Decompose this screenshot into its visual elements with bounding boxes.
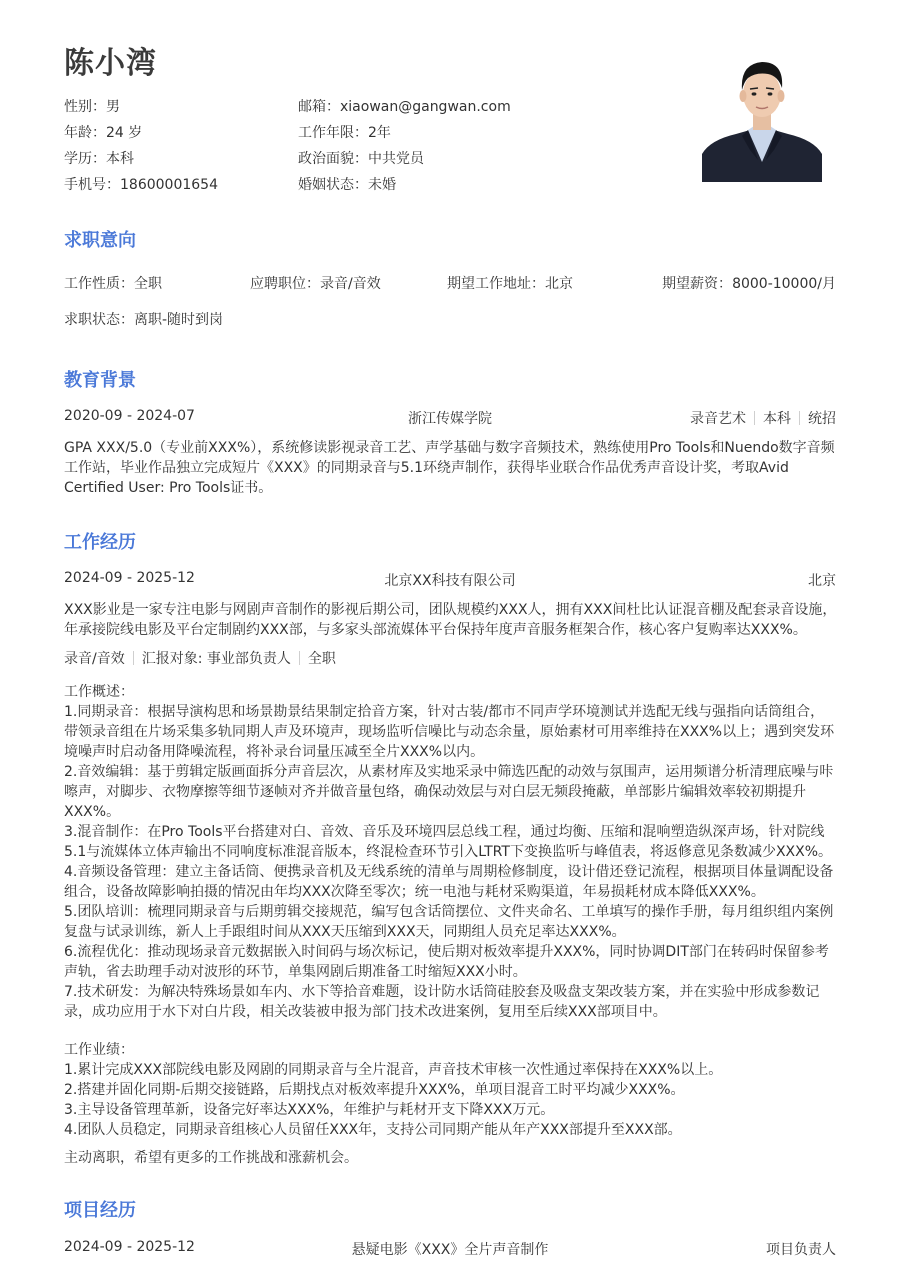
political-label: 政治面貌：	[298, 151, 368, 167]
job-nature-field	[64, 273, 162, 293]
education-level-field	[64, 148, 134, 168]
overview-line: 复盘与试录训练，新人上手跟组时间从XXX天压缩到XXX天，同期组人员充足率达XXX%。	[64, 924, 626, 940]
overview-line: 带领录音组在片场采集多轨同期人声及环境声，现场监听信噪比与动态余量，原始素材可用率维持在XXX%以上；遇到突发环	[64, 724, 835, 740]
years-label: 工作年限：	[298, 125, 368, 141]
work-overview	[64, 682, 836, 1022]
divider	[799, 411, 800, 425]
job-nature-value: 全职	[134, 276, 162, 292]
company-intro-line: XXX影业是一家专注电影与网剧声音制作的影视后期公司，团队规模约XXX人，拥有XXX间杜比认证混音棚及配套录音设施，	[64, 602, 837, 618]
project-name: 悬疑电影《XXX》全片声音制作	[351, 1242, 549, 1258]
work-overview-label: 工作概述：	[64, 684, 134, 700]
work-city: 北京	[808, 573, 836, 589]
position-field	[250, 273, 381, 293]
candidate-name: 陈小湾	[64, 46, 157, 81]
education-header	[64, 408, 836, 428]
divider	[133, 651, 134, 665]
portrait-image	[702, 50, 822, 182]
divider	[299, 651, 300, 665]
project-period: 2024-09 - 2025-12	[64, 1239, 195, 1255]
section-title-education: 教育背景	[64, 370, 136, 391]
work-achievements-label: 工作业绩：	[64, 1042, 134, 1058]
overview-line: 录，成功应用于水下对白片段，相关改装被申报为部门技术改进案例，复用至后续XXX部项目中。	[64, 1004, 667, 1020]
phone-value: 18600001654	[120, 177, 218, 193]
education-period: 2020-09 - 2024-07	[64, 408, 195, 424]
age-label: 年龄：	[64, 125, 106, 141]
education-level-label: 学历：	[64, 151, 106, 167]
work-achievements	[64, 1040, 836, 1140]
overview-line: 1.同期录音：根据导演构思和场景勘景结果制定拾音方案，针对古装/都市不同声学环境测试并选配无线与强指向话筒组合，	[64, 704, 825, 720]
project-header	[64, 1239, 836, 1259]
email-field	[298, 96, 511, 116]
work-period: 2024-09 - 2025-12	[64, 570, 195, 586]
age-value: 24 岁	[106, 125, 143, 141]
age-field	[64, 122, 142, 142]
education-school: 浙江传媒学院	[408, 411, 492, 427]
overview-line: 3.混音制作：在Pro Tools平台搭建对白、音效、音乐及环境四层总线工程，通过均衡、压缩和混响塑造纵深声场，针对院线	[64, 824, 825, 840]
job-nature-label: 工作性质：	[64, 276, 134, 292]
phone-label: 手机号：	[64, 177, 120, 193]
divider	[754, 411, 755, 425]
gender-label: 性别：	[64, 99, 106, 115]
work-tag: 全职	[307, 651, 336, 667]
overview-line: 境噪声时启动备用降噪流程，将补录台词量压减至全片XXX%以内。	[64, 744, 485, 760]
phone-field	[64, 174, 218, 194]
education-degree: 本科	[763, 411, 791, 427]
education-major: 录音艺术	[690, 411, 746, 427]
achievement-line: 4.团队人员稳定，同期录音组核心人员留任XXX年，支持公司同期产能从年产XXX部提升至XXX部。	[64, 1122, 682, 1138]
salary-value: 8000-10000/月	[732, 276, 836, 292]
overview-line: 嚓声，对脚步、衣物摩擦等细节逐帧对齐并做音量包络，确保动效层与对白层无频段掩蔽，单部影片编辑效率较初期提升	[64, 784, 806, 800]
job-status-label: 求职状态：	[64, 312, 134, 328]
location-field	[447, 273, 573, 293]
work-company: 北京XX科技有限公司	[384, 573, 516, 589]
achievement-line: 2.搭建并固化同期-后期交接链路，后期找点对板效率提升XXX%，单项目混音工时平均减少XXX%。	[64, 1082, 685, 1098]
education-type: 统招	[808, 411, 836, 427]
company-intro	[64, 600, 836, 640]
overview-line: 2.音效编辑：基于剪辑定版画面拆分声音层次，从素材库及实地采录中筛选匹配的动效与氛围声，运用频谱分析清理底噪与咔	[64, 764, 834, 780]
political-value: 中共党员	[368, 151, 424, 167]
work-tag: 汇报对象: 事业部负责人	[141, 651, 291, 667]
overview-line: 5.团队培训：梳理同期录音与后期剪辑交接规范，编写包含话筒摆位、文件夹命名、工单填写的操作手册，每月组织组内案例	[64, 904, 834, 920]
salary-label: 期望薪资：	[662, 276, 733, 292]
marital-label: 婚姻状态：	[298, 177, 368, 193]
achievement-line: 1.累计完成XXX部院线电影及网剧的同期录音与全片混音，声音技术审核一次性通过率保持在XXX%以上。	[64, 1062, 723, 1078]
marital-field	[298, 174, 396, 194]
years-field	[298, 122, 391, 142]
political-field	[298, 148, 424, 168]
salary-field	[662, 273, 836, 293]
gender-field	[64, 96, 120, 116]
education-desc-line: Certified User: Pro Tools证书。	[64, 480, 273, 496]
profile-photo	[702, 50, 822, 182]
job-status-field	[64, 309, 223, 329]
overview-line: XXX%。	[64, 804, 121, 820]
company-intro-line: 年承接院线电影及平台定制剧约XXX部，与多家头部流媒体平台保持年度声音服务框架合作，核心客户复购率达XXX%。	[64, 622, 807, 638]
years-value: 2年	[368, 125, 391, 141]
overview-line: 4.音频设备管理：建立主备话筒、便携录音机及无线系统的清单与周期检修制度，设计借还登记流程，根据项目体量调配设备	[64, 864, 834, 880]
section-title-intent: 求职意向	[64, 230, 136, 251]
work-header	[64, 570, 836, 590]
resume-page	[64, 0, 836, 1275]
overview-line: 5.1与流媒体立体声输出不同响度标准混音版本，终混检查环节引入LTRT下变换监听与峰值表，将返修意见条数减少XXX%。	[64, 844, 833, 860]
overview-line: 组合，设备故障影响拍摄的情况由年均XXX次降至零次；统一电池与耗材采购渠道，年易损耗材成本降低XXX%。	[64, 884, 765, 900]
email-label: 邮箱：	[298, 99, 340, 115]
education-desc-line: GPA XXX/5.0（专业前XXX%），系统修读影视录音工艺、声学基础与数字音频技术，熟练使用Pro Tools和Nuendo数字音频	[64, 440, 835, 456]
education-description	[64, 438, 836, 498]
education-degree-info	[690, 408, 836, 428]
education-level-value: 本科	[106, 151, 134, 167]
email-value: xiaowan@gangwan.com	[340, 99, 511, 115]
leave-reason: 主动离职，希望有更多的工作挑战和涨薪机会。	[64, 1150, 358, 1166]
gender-value: 男	[106, 99, 120, 115]
achievement-line: 3.主导设备管理革新，设备完好率达XXX%，年维护与耗材开支下降XXX万元。	[64, 1102, 555, 1118]
marital-value: 未婚	[368, 177, 396, 193]
education-desc-line: 工作站，毕业作品独立完成短片《XXX》的同期录音与5.1环绕声制作，获得毕业联合作品优秀声音设计奖，考取Avid	[64, 460, 789, 476]
work-tags	[64, 648, 336, 668]
overview-line: 声轨，省去助理手动对波形的环节，单集网剧后期准备工时缩短XXX小时。	[64, 964, 527, 980]
position-label: 应聘职位：	[250, 276, 320, 292]
project-role: 项目负责人	[766, 1242, 836, 1258]
location-label: 期望工作地址：	[447, 276, 545, 292]
section-title-project: 项目经历	[64, 1200, 136, 1221]
job-status-value: 离职-随时到岗	[134, 312, 224, 328]
overview-line: 7.技术研发：为解决特殊场景如车内、水下等拾音难题，设计防水话筒硅胶套及吸盘支架改装方案，并在实验中形成参数记	[64, 984, 820, 1000]
location-value: 北京	[545, 276, 573, 292]
section-title-work: 工作经历	[64, 532, 136, 553]
position-value: 录音/音效	[320, 276, 381, 292]
work-tag: 录音/音效	[64, 651, 125, 667]
overview-line: 6.流程优化：推动现场录音元数据嵌入时间码与场次标记，使后期对板效率提升XXX%，同时协调DIT部门在转码时保留参考	[64, 944, 829, 960]
